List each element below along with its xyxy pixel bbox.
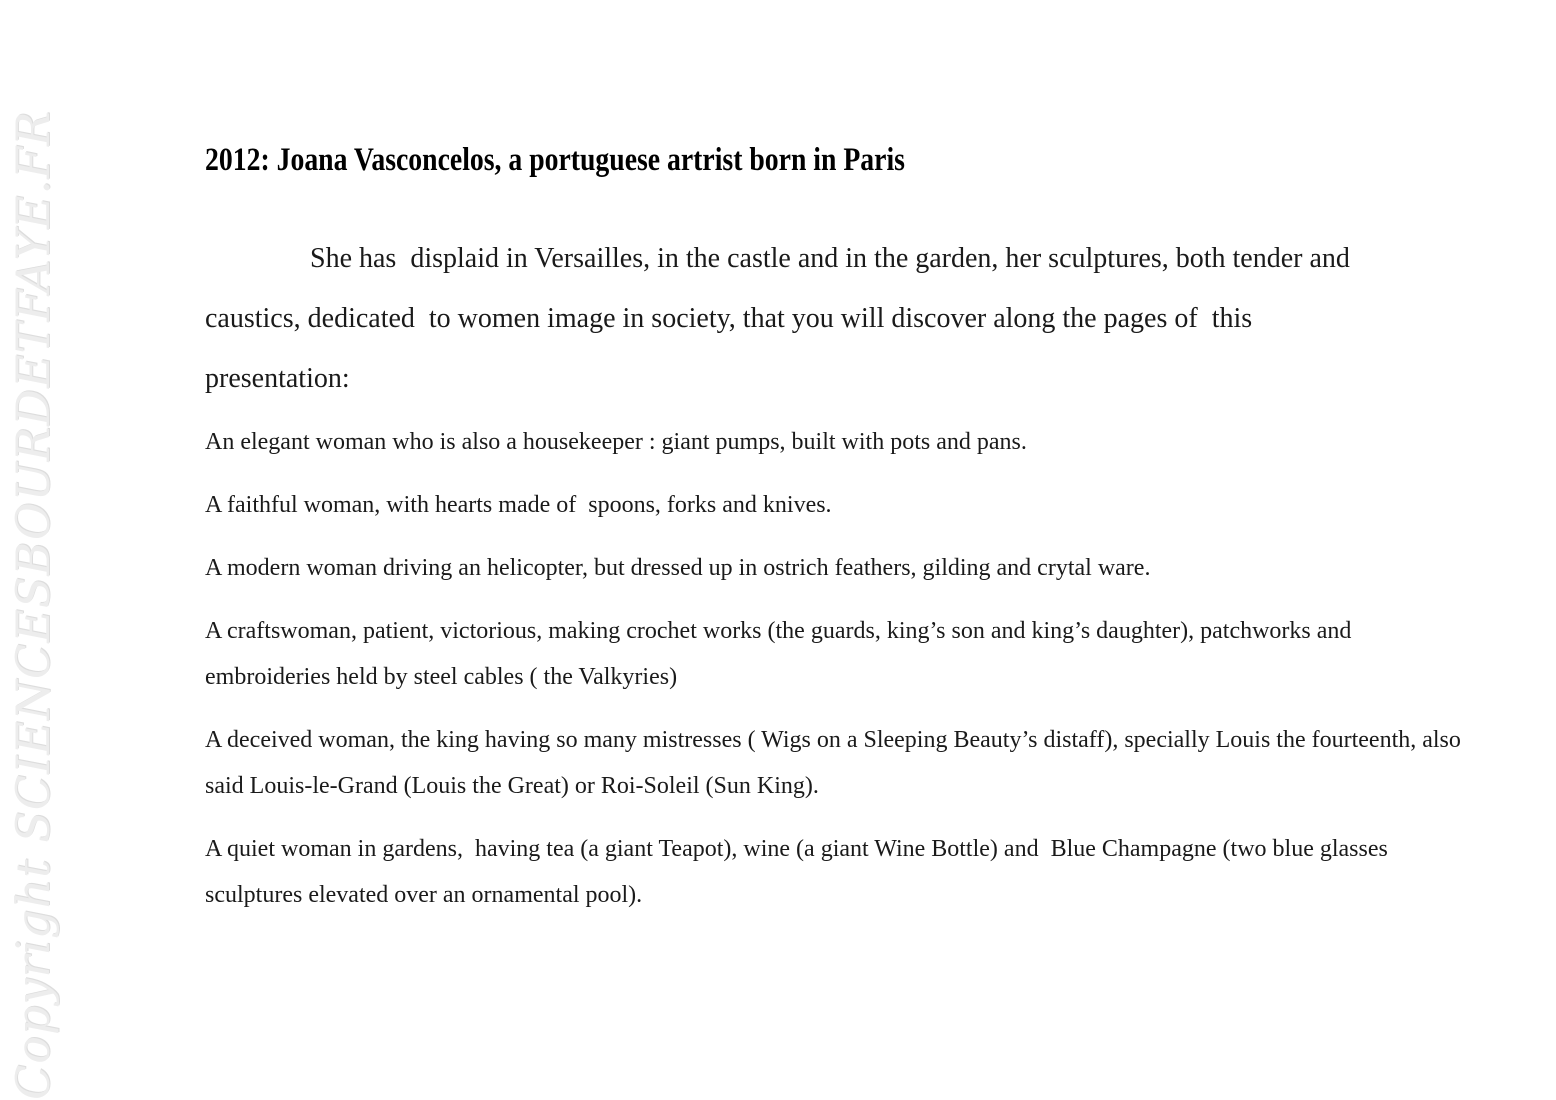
page-title: 2012: Joana Vasconcelos, a portuguese artrist born in Paris [205, 142, 905, 178]
copyright-watermark: Copyright SCIENCESBOURDETFAYE.FR [6, 110, 60, 1100]
list-item: A deceived woman, the king having so many mistresses ( Wigs on a Sleeping Beauty’s distaff), specially Louis the fourteenth, also said Louis-le-Grand (Louis the Great) or Roi-Soleil (Sun King). [205, 727, 1467, 799]
intro-paragraph: She has displaid in Versailles, in the castle and in the garden, her sculptures, both tender and caustics, dedicated to women image in society, that you will discover along the pages of this presentation: [205, 243, 1357, 394]
list-item: A quiet woman in gardens, having tea (a giant Teapot), wine (a giant Wine Bottle) and Blue Champagne (two blue glasses sculptures elevated over an ornamental pool). [205, 836, 1394, 908]
list-item: An elegant woman who is also a housekeeper : giant pumps, built with pots and pans. [205, 429, 1027, 455]
list-item: A modern woman driving an helicopter, but dressed up in ostrich feathers, gilding and crytal ware. [205, 555, 1151, 581]
list-item: A craftswoman, patient, victorious, making crochet works (the guards, king’s son and king’s daughter), patchworks and embroideries held by steel cables ( the Valkyries) [205, 618, 1358, 690]
list-item: A faithful woman, with hearts made of spoons, forks and knives. [205, 492, 832, 518]
document-content [205, 140, 1465, 935]
sculpture-descriptions-list [205, 419, 1465, 918]
